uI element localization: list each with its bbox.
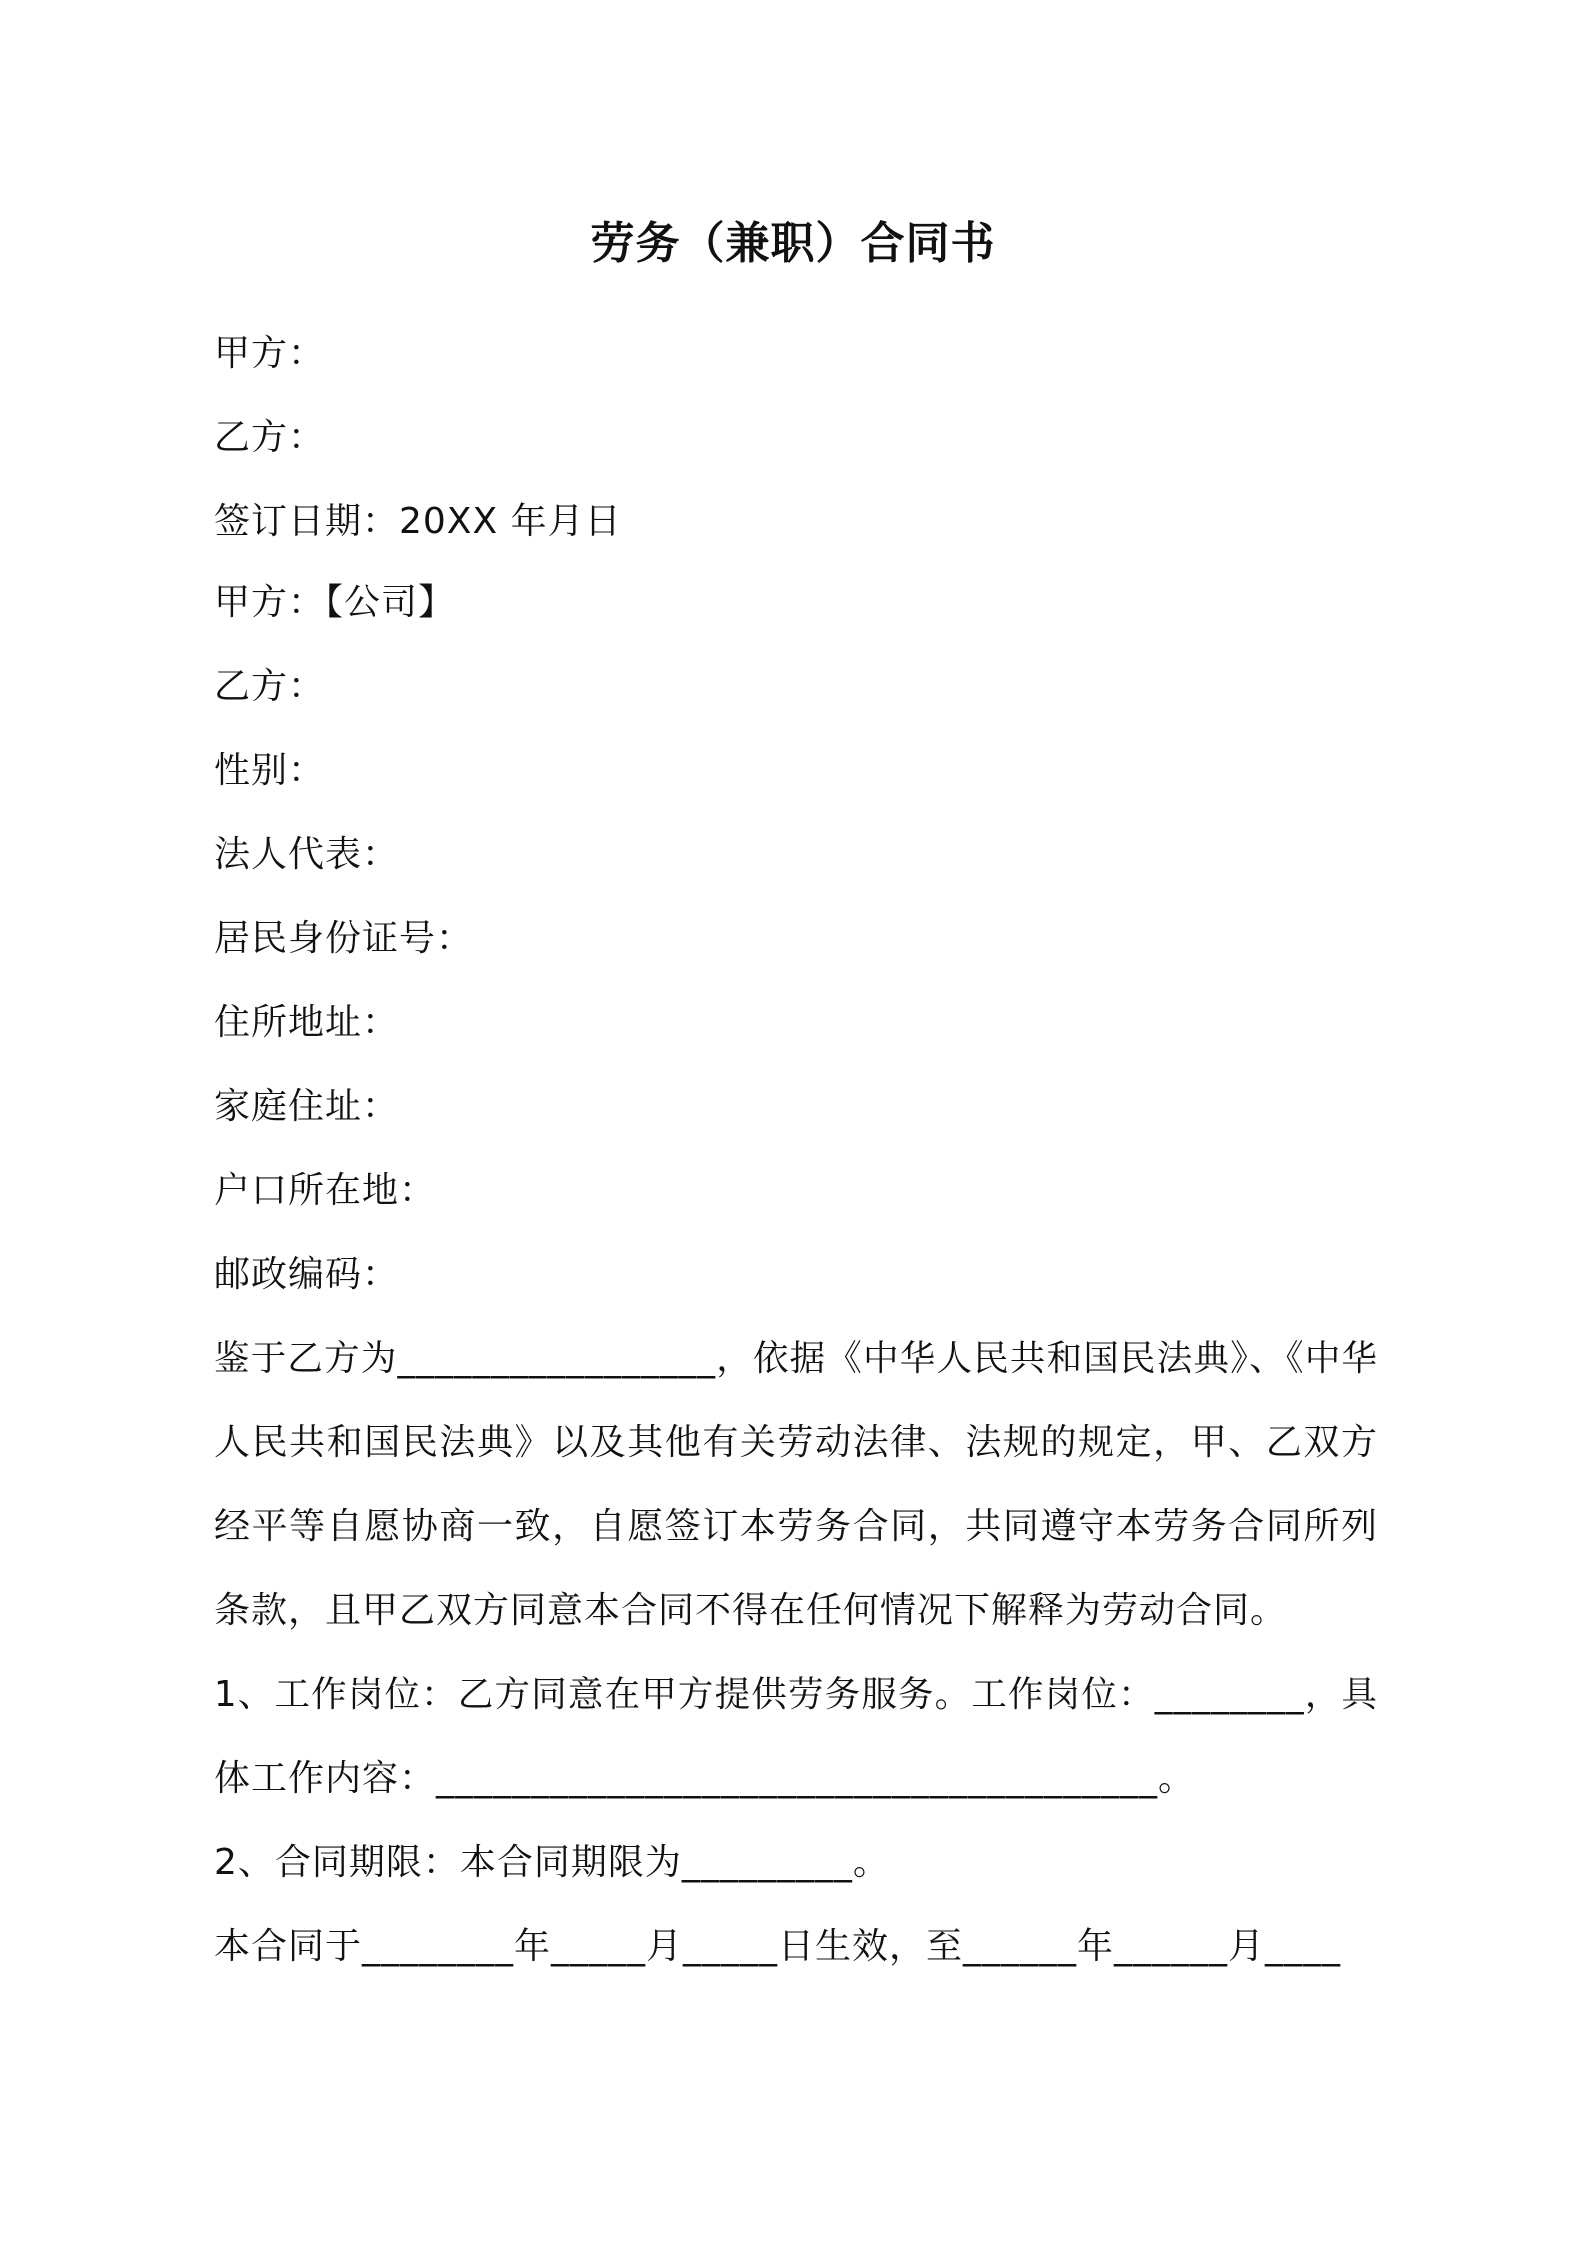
preamble-line: 经平等自愿协商一致，自愿签订本劳务合同，共同遵守本劳务合同所列 (214, 1506, 1378, 1547)
field-household-registration: 户口所在地： (214, 1170, 437, 1211)
field-legal-representative: 法人代表： (214, 834, 400, 875)
field-party-b: 乙方： (214, 417, 326, 458)
field-home-address: 家庭住址： (214, 1086, 400, 1127)
clause-1-work-position (214, 1653, 1378, 1821)
preamble-paragraph (214, 1317, 1378, 1653)
preamble-line: 人民共和国民法典》以及其他有关劳动法律、法规的规定，甲、乙双方 (214, 1422, 1378, 1463)
clause-1-line: 体工作内容：______________________________________。 (214, 1758, 1196, 1799)
field-residence-address: 住所地址： (214, 1002, 400, 1043)
field-party-a-company: 甲方：【公司】 (214, 582, 456, 623)
field-id-number: 居民身份证号： (214, 918, 474, 959)
field-gender: 性别： (214, 750, 326, 791)
field-party-a: 甲方： (214, 333, 326, 374)
clause-2-contract-term: 2、合同期限：本合同期限为_________。 (214, 1842, 890, 1883)
field-postal-code: 邮政编码： (214, 1254, 400, 1295)
field-signing-date: 签订日期：20XX 年月日 (214, 501, 622, 542)
preamble-line: 条款，且甲乙双方同意本合同不得在任何情况下解释为劳动合同。 (214, 1590, 1288, 1631)
preamble-line: 鉴于乙方为_________________，依据《中华人民共和国民法典》、《中华 (214, 1338, 1378, 1379)
field-party-b-second: 乙方： (214, 666, 326, 707)
contract-effective-period: 本合同于________年_____月_____日生效，至______年______月____ (214, 1926, 1342, 1967)
clause-1-line: 1、工作岗位：乙方同意在甲方提供劳务服务。工作岗位：________，具 (214, 1674, 1378, 1715)
document-title: 劳务（兼职）合同书 (590, 218, 996, 269)
